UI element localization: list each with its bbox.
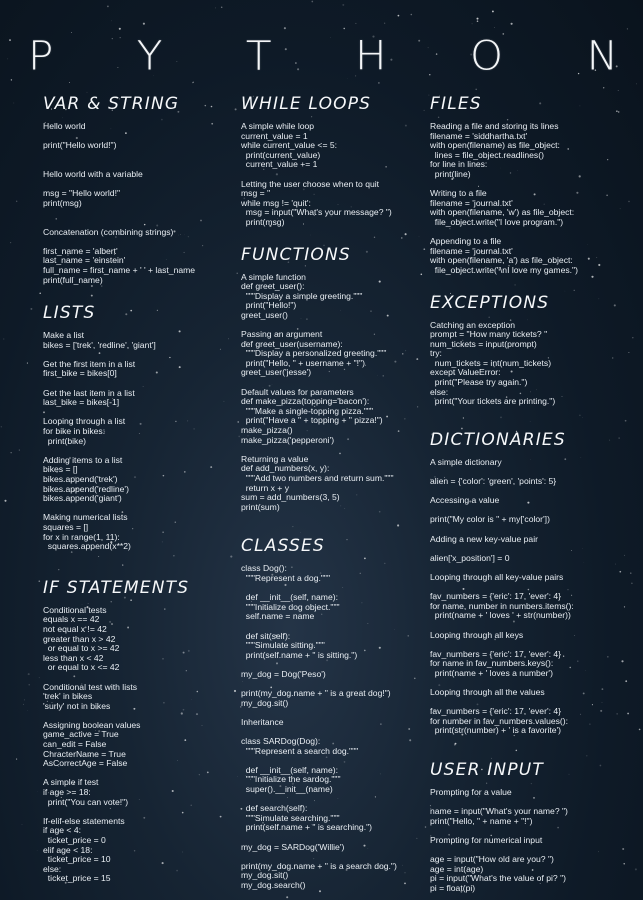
- star: [16, 759, 17, 760]
- code-line: ticket_price = 10: [43, 854, 111, 865]
- section-functions: [241, 245, 429, 513]
- star: [3, 338, 4, 339]
- code-line: ticket_price = 15: [43, 873, 111, 884]
- code-line: else:: [43, 863, 62, 874]
- code-line: for line in lines:: [430, 159, 488, 170]
- code-line: pi = input("What's the value of pi? "): [430, 873, 567, 884]
- code-line: print(bike): [43, 435, 86, 446]
- code-line: """Add two numbers and return sum.""": [241, 473, 394, 483]
- code-line: Returning a value: [241, 453, 309, 464]
- star: [10, 242, 11, 243]
- code-line: Looping through all key-value pairs: [430, 571, 564, 582]
- title-letter-h: H: [355, 32, 387, 79]
- code-line: greater than x > 42: [43, 633, 116, 644]
- section-heading: USER INPUT: [430, 760, 544, 781]
- code-line: if age >= 18:: [43, 787, 91, 798]
- code-line: [43, 151, 233, 161]
- code-line: bikes.append('redline'): [43, 483, 129, 494]
- star: [11, 79, 12, 80]
- code-line: Concatenation (combining strings): [43, 226, 174, 237]
- section-lists: [43, 303, 233, 552]
- code-line: Adding items to a list: [43, 454, 123, 465]
- code-line: file_object.write("I love program."): [430, 216, 564, 227]
- code-line: last_bike = bikes[-1]: [43, 397, 120, 408]
- star: [11, 452, 12, 453]
- section-heading: IF STATEMENTS: [43, 577, 190, 598]
- code-line: """Represent a dog.""": [241, 572, 331, 583]
- section-dictionaries: [430, 430, 638, 736]
- code-line: full_name = first_name + ' ' + last_name: [43, 264, 196, 275]
- section-heading: DICTIONARIES: [430, 429, 566, 450]
- code-line: print(my_dog.name + " is a search dog."): [241, 860, 397, 871]
- code-block: [430, 788, 638, 894]
- star: [119, 28, 121, 30]
- column-middle: [241, 94, 429, 891]
- section-var-string: [43, 94, 233, 285]
- code-line: AsCorrectAge = False: [43, 758, 128, 769]
- title-letter-t: T: [245, 32, 272, 79]
- code-line: Letting the user choose when to quit: [241, 178, 380, 189]
- code-line: alien['x_position'] = 0: [430, 552, 510, 563]
- code-line: greet_user('jesse'): [241, 367, 312, 378]
- code-line: Get the last item in a list: [43, 387, 135, 398]
- code-line: for name in fav_numbers.keys():: [430, 658, 554, 669]
- code-line: Appending to a file: [430, 236, 502, 247]
- code-block: [43, 606, 233, 884]
- code-line: Passing an argument: [241, 329, 323, 340]
- code-line: file_object.write("\nI love my games."): [430, 264, 578, 275]
- star: [22, 824, 23, 825]
- code-line: print("Hello, " + name + "!"): [430, 815, 533, 826]
- section-heading: FILES: [430, 94, 482, 114]
- star: [411, 14, 413, 16]
- code-line: print(str(number) + ' is a favorite'): [430, 725, 562, 736]
- code-line: print("Please try again."): [430, 377, 528, 388]
- code-line: ChracterName = True: [43, 748, 126, 759]
- code-line: make_pizza('pepperoni'): [241, 434, 335, 445]
- code-line: def __init__(self, name):: [241, 764, 338, 775]
- star: [636, 84, 637, 85]
- code-line: for name, number in numbers.items():: [430, 600, 574, 611]
- star: [8, 59, 9, 60]
- code-line: try:: [430, 348, 442, 359]
- code-line: first_bike = bikes[0]: [43, 368, 117, 379]
- code-line: num_tickets = int(num_tickets): [430, 357, 552, 368]
- column-right: [430, 94, 638, 894]
- code-line: def sit(self):: [241, 630, 291, 641]
- title-letter-o: O: [470, 32, 504, 79]
- code-line: print(full_name): [43, 274, 103, 285]
- code-line: while msg != 'quit':: [241, 197, 311, 208]
- star: [4, 500, 6, 502]
- code-line: less than x < 42: [43, 652, 104, 663]
- code-line: for bike in bikes:: [43, 426, 106, 437]
- code-line: or equal to x >= 42: [43, 643, 120, 654]
- code-block: [43, 331, 233, 552]
- code-line: name = input("What's your name? "): [430, 806, 568, 817]
- code-line: print(my_dog.name + " is a great dog!"): [241, 688, 391, 699]
- code-line: for number in fav_numbers.values():: [430, 715, 569, 726]
- code-line: Inheritance: [241, 716, 284, 727]
- star: [23, 704, 24, 705]
- star: [19, 450, 20, 451]
- star: [215, 8, 216, 9]
- star: [27, 363, 28, 364]
- code-line: print(name + ' loves a number'): [430, 667, 553, 678]
- code-line: print("Your tickets are printing."): [430, 396, 556, 407]
- code-line: Hello world with a variable: [43, 168, 143, 179]
- star: [355, 23, 356, 24]
- star: [627, 28, 628, 29]
- star: [237, 421, 238, 422]
- code-line: equals x == 42: [43, 614, 100, 625]
- code-line: Get the first item in a list: [43, 358, 136, 369]
- code-line: else:: [430, 386, 449, 397]
- code-line: lines = file_object.readlines(): [430, 149, 544, 160]
- code-line: print(self.name + " is searching."): [241, 822, 373, 833]
- star: [234, 690, 236, 692]
- code-line: for x in range(1, 11):: [43, 531, 120, 542]
- code-line: except ValueError:: [430, 367, 501, 378]
- star: [618, 90, 619, 91]
- star: [378, 82, 380, 84]
- code-line: squares = []: [43, 521, 89, 532]
- code-line: my_dog.search(): [241, 879, 306, 890]
- code-line: def greet_user():: [241, 281, 305, 292]
- code-line: not equal x != 42: [43, 623, 107, 634]
- star: [342, 4, 344, 6]
- code-line: bikes = ['trek', 'redline', 'giant']: [43, 339, 156, 350]
- star: [639, 729, 641, 731]
- code-line: """Simulate searching.""": [241, 812, 340, 823]
- code-line: Conditional tests: [43, 604, 107, 615]
- star: [347, 78, 348, 79]
- code-line: print(msg): [241, 216, 285, 227]
- star: [494, 27, 495, 28]
- code-line: prompt = "How many tickets? ": [430, 329, 548, 340]
- star: [107, 6, 109, 8]
- section-heading: VAR & STRING: [43, 94, 180, 114]
- star: [319, 890, 321, 892]
- star: [29, 685, 30, 686]
- code-block: [430, 458, 638, 736]
- section-heading: EXCEPTIONS: [430, 292, 550, 313]
- title-letter-y: Y: [136, 32, 163, 79]
- code-line: print(sum): [241, 501, 280, 512]
- code-line: self.name = name: [241, 611, 315, 622]
- star: [477, 20, 479, 22]
- star: [603, 87, 604, 88]
- code-line: 'trek' in bikes: [43, 691, 93, 702]
- title-letter-p: P: [28, 32, 54, 79]
- code-line: bikes.append('trek'): [43, 474, 118, 484]
- star: [87, 92, 88, 93]
- code-line: def add_numbers(x, y):: [241, 463, 330, 474]
- code-line: while current_value <= 5:: [241, 140, 338, 151]
- code-block: [430, 122, 638, 276]
- code-line: squares.append(x**2): [43, 541, 131, 552]
- section-heading: WHILE LOOPS: [241, 94, 372, 114]
- star: [143, 23, 145, 25]
- code-line: my_dog = SARDog('Willie'): [241, 841, 345, 852]
- star: [30, 308, 32, 310]
- code-line: filename = 'siddhartha.txt': [430, 130, 528, 141]
- code-line: with open(filename) as file_object:: [430, 140, 560, 151]
- code-line: """Represent a search dog.""": [241, 745, 359, 756]
- code-line: elif age < 18:: [43, 844, 93, 855]
- column-left: [43, 94, 233, 884]
- code-line: class SARDog(Dog):: [241, 736, 321, 747]
- code-line: filename = 'journal.txt': [430, 197, 513, 208]
- section-heading: LISTS: [43, 303, 96, 324]
- star: [511, 23, 513, 25]
- code-block: [241, 273, 429, 513]
- code-line: print(msg): [43, 197, 82, 208]
- code-line: Writing to a file: [430, 188, 487, 199]
- code-line: fav_numbers = {'eric': 17, 'ever': 4}: [430, 706, 562, 717]
- star: [39, 677, 40, 678]
- code-line: return x + y: [241, 482, 289, 493]
- star: [24, 700, 25, 701]
- code-line: Prompting for numerical input: [430, 835, 543, 846]
- star: [16, 201, 17, 202]
- code-block: [241, 564, 429, 890]
- code-line: print("Hello, " + username + "!"): [241, 357, 365, 368]
- code-line: """Display a simple greeting.""": [241, 290, 363, 301]
- code-line: def search(self):: [241, 803, 308, 814]
- code-line: fav_numbers = {'eric': 17, 'ever': 4}: [430, 591, 562, 602]
- star: [311, 1, 313, 3]
- section-user-input: [430, 760, 638, 894]
- code-line: pi = float(pi): [430, 883, 476, 893]
- code-line: my_dog = Dog('Peso'): [241, 668, 326, 679]
- star: [221, 6, 223, 8]
- code-line: current_value = 1: [241, 130, 308, 141]
- star: [71, 32, 72, 33]
- code-line: Conditional test with lists: [43, 681, 138, 692]
- section-exceptions: [430, 293, 638, 407]
- section-files: [430, 94, 638, 276]
- star: [286, 896, 288, 898]
- star: [1, 426, 2, 427]
- code-line: with open(filename, 'a') as file_object:: [430, 255, 573, 266]
- code-line: last_name = 'einstein': [43, 255, 126, 266]
- page-title: [28, 34, 618, 78]
- code-line: A simple function: [241, 271, 306, 282]
- code-line: """Initialize the sardog.""": [241, 774, 341, 785]
- code-line: sum = add_numbers(3, 5): [241, 492, 340, 503]
- section-classes: [241, 536, 429, 890]
- star: [237, 776, 238, 777]
- code-line: game_active = True: [43, 729, 119, 740]
- code-line: my_dog.sit(): [241, 870, 289, 881]
- code-block: [241, 122, 429, 228]
- star: [38, 580, 40, 582]
- star: [235, 108, 237, 110]
- code-line: bikes.append('giant'): [43, 493, 122, 504]
- code-line: if age < 4:: [43, 825, 81, 836]
- code-line: """Initialize dog object.""": [241, 601, 340, 612]
- code-block: [430, 321, 638, 407]
- code-line: Prompting for a value: [430, 787, 512, 798]
- code-line: A simple while loop: [241, 121, 315, 131]
- code-line: print("Hello world!"): [43, 140, 117, 151]
- code-line: alien = {'color': 'green', 'points': 5}: [430, 476, 557, 487]
- star: [28, 673, 30, 675]
- code-line: age = int(age): [430, 863, 484, 874]
- code-line: msg = '': [241, 188, 271, 199]
- code-line: msg = "Hello world!": [43, 188, 121, 199]
- code-line: class Dog():: [241, 563, 287, 574]
- star: [398, 15, 400, 17]
- code-line: can_edit = False: [43, 739, 107, 750]
- code-line: fav_numbers = {'eric': 17, 'ever': 4}: [430, 648, 562, 659]
- star: [475, 89, 476, 90]
- code-line: Assigning boolean values: [43, 719, 141, 730]
- star: [13, 103, 14, 104]
- code-line: print(self.name + " is sitting."): [241, 649, 358, 660]
- code-line: print(line): [430, 168, 471, 179]
- code-line: Adding a new key-value pair: [430, 533, 538, 544]
- code-line: [43, 208, 233, 218]
- code-line: A simple if test: [43, 777, 99, 788]
- code-line: first_name = 'albert': [43, 245, 118, 256]
- code-line: Looping through all the values: [430, 687, 545, 698]
- code-line: def __init__(self, name):: [241, 592, 338, 603]
- star: [27, 710, 28, 711]
- code-line: Make a list: [43, 330, 85, 341]
- code-line: Reading a file and storing its lines: [430, 121, 559, 131]
- code-line: msg = input("What's your message? "): [241, 207, 392, 218]
- code-line: make_pizza(): [241, 425, 293, 436]
- code-line: my_dog.sit(): [241, 697, 289, 708]
- section-heading: FUNCTIONS: [241, 244, 351, 265]
- star: [492, 10, 494, 12]
- code-line: with open(filename, 'w') as file_object:: [430, 207, 575, 218]
- star: [477, 18, 479, 20]
- code-line: """Display a personalized greeting.""": [241, 348, 387, 359]
- title-letter-n: N: [586, 32, 618, 79]
- code-line: """Make a single-topping pizza.""": [241, 405, 373, 416]
- code-line: Accessing a value: [430, 495, 500, 506]
- code-line: print("My color is " + my['color']): [430, 514, 550, 525]
- code-line: Hello world: [43, 121, 86, 131]
- code-line: Looping through a list: [43, 416, 126, 427]
- code-line: print("Hello!"): [241, 300, 297, 311]
- section-while-loops: [241, 94, 429, 228]
- star: [284, 27, 286, 29]
- star: [237, 273, 238, 274]
- star: [69, 82, 70, 83]
- code-line: print("Have a " + topping + " pizza!"): [241, 415, 383, 426]
- section-heading: CLASSES: [241, 536, 325, 557]
- code-line: Making numerical lists: [43, 512, 128, 523]
- code-line: Catching an exception: [430, 319, 516, 330]
- star: [192, 82, 193, 83]
- code-line: def make_pizza(topping='bacon'):: [241, 396, 370, 407]
- code-line: def greet_user(username):: [241, 338, 343, 349]
- code-line: current_value += 1: [241, 159, 318, 170]
- star: [343, 28, 344, 29]
- code-line: print(current_value): [241, 149, 321, 160]
- code-line: print("You can vote!"): [43, 796, 129, 807]
- code-line: or equal to x <= 42: [43, 662, 120, 673]
- star: [384, 23, 385, 24]
- code-block: [43, 122, 233, 285]
- code-line: A simple dictionary: [430, 456, 502, 467]
- code-line: If-elif-else statements: [43, 815, 125, 826]
- star: [9, 39, 11, 41]
- code-line: greet_user(): [241, 309, 288, 320]
- section-if-statements: [43, 578, 233, 884]
- code-line: super().__init__(name): [241, 784, 333, 795]
- code-line: Looping through all keys: [430, 629, 524, 640]
- star: [472, 23, 473, 24]
- code-line: Default values for parameters: [241, 386, 354, 397]
- code-line: print(name + ' loves ' + str(number)): [430, 610, 571, 621]
- star: [39, 292, 41, 294]
- code-line: """Simulate sitting.""": [241, 640, 325, 651]
- code-line: age = input("How old are you? "): [430, 854, 554, 865]
- code-line: bikes = []: [43, 464, 78, 475]
- code-line: 'surly' not in bikes: [43, 700, 111, 711]
- code-line: ticket_price = 0: [43, 835, 106, 845]
- star: [238, 436, 240, 438]
- code-line: num_tickets = input(prompt): [430, 338, 537, 349]
- code-line: filename = 'journal.txt': [430, 245, 513, 256]
